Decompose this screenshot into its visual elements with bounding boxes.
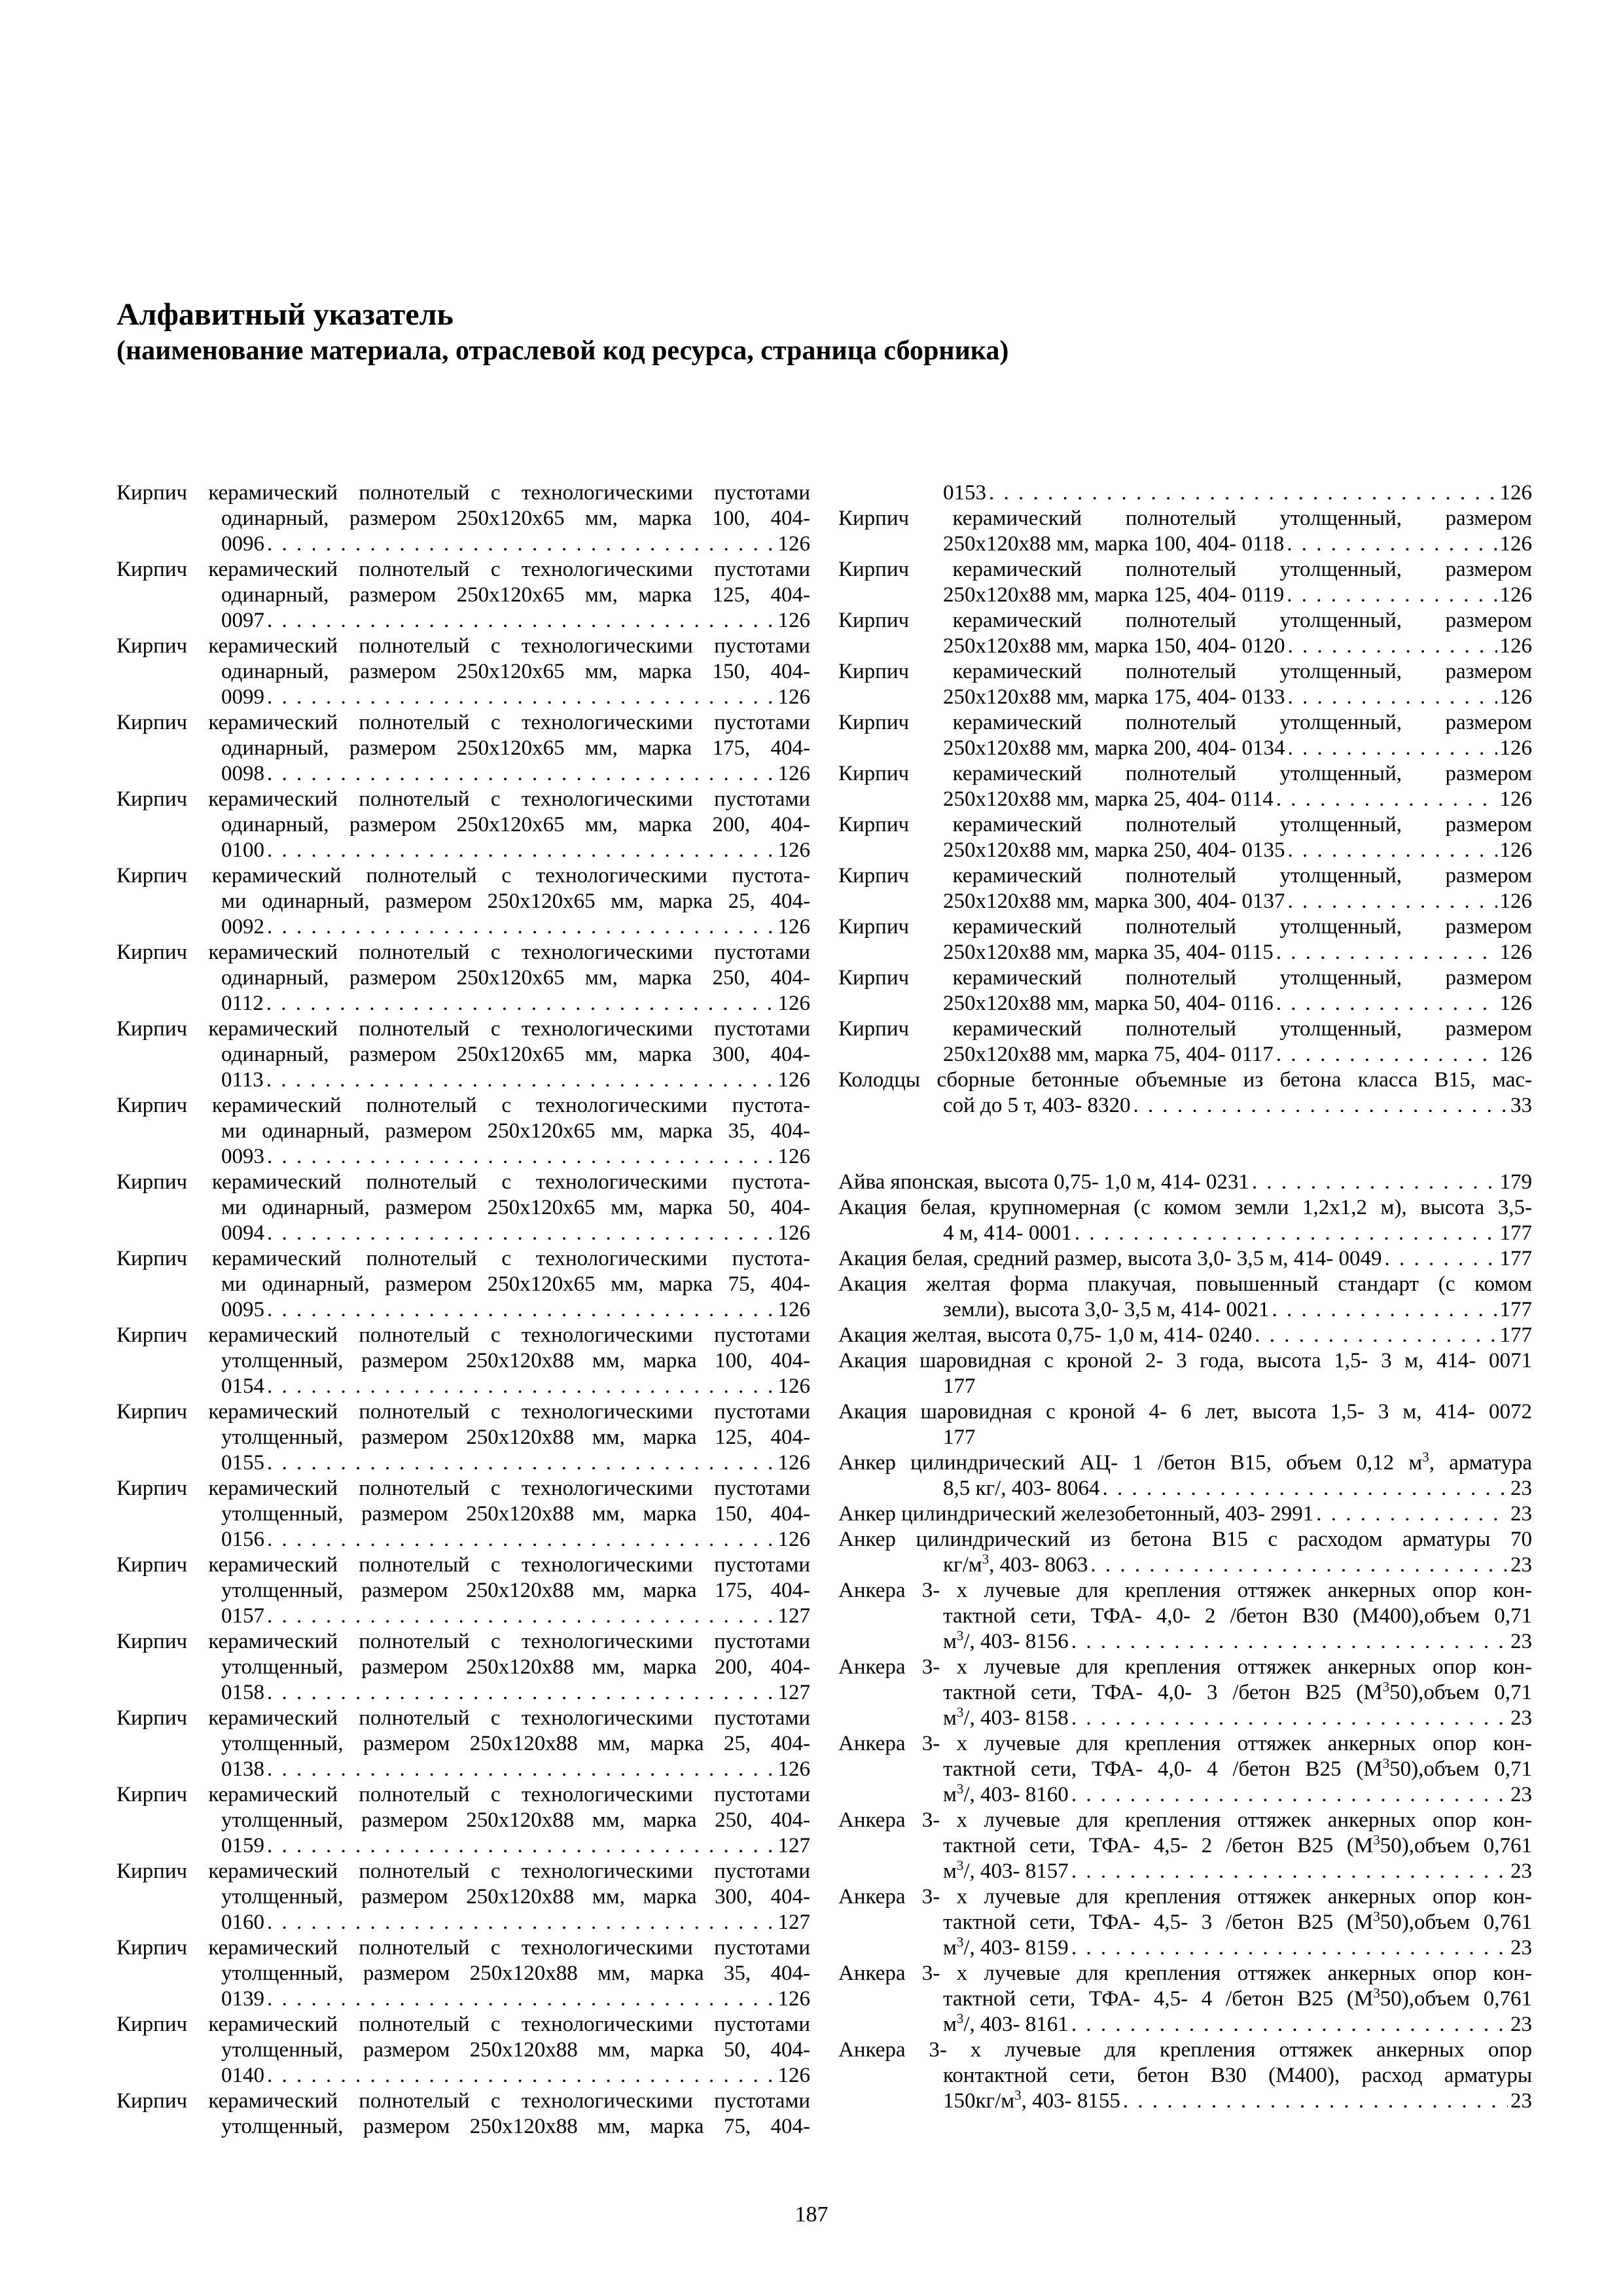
index-entry: Кирпич керамический полнотелый с технологическими пустотами одинарный, размером 250х120х65 мм, марка 200, 404- 0100 . . . 126 bbox=[116, 787, 810, 863]
index-entry: Анкера 3- х лучевые для крепления оттяжек анкерных опор контактной сети, бетон В30 (М400), расход арматуры $150кг/м^3$, 403- 8155 . . . 23 bbox=[838, 2037, 1532, 2114]
index-entry: Анкера 3- х лучевые для крепления оттяжек анкерных опор кон- тактной сети, ТФА- 4,5- 4 /бетон В25 $(М^350),объем$ 0,761 $м^3/$, 403- 8161 . . . 23 bbox=[838, 1961, 1532, 2037]
index-entry: Кирпич керамический полнотелый утолщенный, размером 250х120х88 мм, марка 200, 404- 0134 . . . 126 bbox=[838, 710, 1532, 761]
index-entry: Кирпич керамический полнотелый с технологическими пустотами утолщенный, размером 250х120х88 мм, марка 100, 404- 0154 . . . 126 bbox=[116, 1323, 810, 1399]
index-entry: Кирпич керамический полнотелый утолщенный, размером 250х120х88 мм, марка 25, 404- 0114 . . . 126 bbox=[838, 761, 1532, 812]
index-entry: Кирпич керамический полнотелый с технологическими пустотами одинарный, размером 250х120х65 мм, марка 250, 404- 0112 . . . 126 bbox=[116, 940, 810, 1016]
index-entry: Кирпич керамический полнотелый утолщенный, размером 250х120х88 мм, марка 75, 404- 0117 . . . 126 bbox=[838, 1016, 1532, 1067]
index-entry: Кирпич керамический полнотелый с технологическими пустотами утолщенный, размером 250х120х88 мм, марка 200, 404- 0158 . . . 127 bbox=[116, 1629, 810, 1706]
index-entry: Анкер цилиндрический АЦ- 1 /бетон В15, объем 0,12 $м^3$, арматура 8,5 кг/, 403- 8064 . . . 23 bbox=[838, 1450, 1532, 1501]
index-entry: Акация шаровидная с кроной 2- 3 года, высота 1,5- 3 м, 414- 0071 177 bbox=[838, 1349, 1532, 1398]
index-entry: Кирпич керамический полнотелый утолщенный, размером 250х120х88 мм, марка 300, 404- 0137 . . . 126 bbox=[838, 863, 1532, 914]
index-entry: Кирпич керамический полнотелый с технологическими пустотами одинарный, размером 250х120х65 мм, марка 150, 404- 0099 . . . 126 bbox=[116, 634, 810, 710]
page-number: 187 bbox=[794, 2202, 829, 2227]
index-entry: Кирпич керамический полнотелый с технологическими пустотами утолщенный, размером 250х120х88 мм, марка 25, 404- 0138 . . . 126 bbox=[116, 1706, 810, 1782]
index-entry: Акация белая, крупномерная (с комом земли 1,2х1,2 м), высота 3,5- 4 м, 414- 0001 . . . 177 bbox=[838, 1195, 1532, 1246]
index-entry: Кирпич керамический полнотелый с технологическими пустотами утолщенный, размером 250х120х88 мм, марка 50, 404- 0140 . . . 126 bbox=[116, 2012, 810, 2089]
left-column bbox=[116, 480, 810, 2140]
page-title: Алфавитный указатель bbox=[116, 297, 454, 332]
index-entry: Акация белая, средний размер, высота 3,0- 3,5 м, 414- 0049 . . . 177 bbox=[838, 1246, 1532, 1272]
index-entry: Анкера 3- х лучевые для крепления оттяжек анкерных опор кон- тактной сети, ТФА- 4,0- 3 /бетон В25 $(М^350),объем$ 0,71 $м^3/$, 403- 8158 . . . 23 bbox=[838, 1655, 1532, 1731]
index-entry: Акация шаровидная с кроной 4- 6 лет, высота 1,5- 3 м, 414- 0072 177 bbox=[838, 1400, 1532, 1449]
index-entry: Кирпич керамический полнотелый с технологическими пустотами утолщенный, размером 250х120х88 мм, марка 300, 404- 0160 . . . 127 bbox=[116, 1859, 810, 1935]
index-entry: Кирпич керамический полнотелый с технологическими пустотами одинарный, размером 250х120х65 мм, марка 125, 404- 0097 . . . 126 bbox=[116, 557, 810, 634]
index-entry: Кирпич керамический полнотелый утолщенный, размером 250х120х88 мм, марка 100, 404- 0118 . . . 126 bbox=[838, 506, 1532, 557]
index-heading bbox=[116, 296, 1556, 368]
right-column bbox=[838, 480, 1532, 2114]
index-entry: Кирпич керамический полнотелый с технологическими пустота- ми одинарный, размером 250х120х65 мм, марка 75, 404- 0095 . . . 126 bbox=[116, 1246, 810, 1323]
index-entry: Кирпич керамический полнотелый утолщенный, размером 250х120х88 мм, марка 35, 404- 0115 . . . 126 bbox=[838, 914, 1532, 965]
index-entry: Кирпич керамический полнотелый с технологическими пустота- ми одинарный, размером 250х120х65 мм, марка 50, 404- 0094 . . . 126 bbox=[116, 1170, 810, 1246]
index-entry: Кирпич керамический полнотелый с технологическими пустотами утолщенный, размером 250х120х88 мм, марка 75, 404- bbox=[116, 2089, 810, 2138]
section-gap bbox=[838, 1119, 1532, 1170]
index-entry: Анкера 3- х лучевые для крепления оттяжек анкерных опор кон- тактной сети, ТФА- 4,5- 2 /бетон В25 $(М^350),объем$ 0,761 $м^3/$, 403- 8157 . . . 23 bbox=[838, 1808, 1532, 1884]
index-entry: Кирпич керамический полнотелый с технологическими пустота- ми одинарный, размером 250х120х65 мм, марка 35, 404- 0093 . . . 126 bbox=[116, 1093, 810, 1170]
index-entry: Анкера 3- х лучевые для крепления оттяжек анкерных опор кон- тактной сети, ТФА- 4,5- 3 /бетон В25 $(М^350),объем$ 0,761 $м^3/$, 403- 8159 . . . 23 bbox=[838, 1884, 1532, 1961]
index-entry: Колодцы сборные бетонные объемные из бетона класса В15, мас- сой до 5 т, 403- 8320 . . . 33 bbox=[838, 1067, 1532, 1119]
index-entry: Кирпич керамический полнотелый с технологическими пустотами одинарный, размером 250х120х65 мм, марка 100, 404- 0096 . . . 126 bbox=[116, 480, 810, 557]
index-entry: Кирпич керамический полнотелый утолщенный, размером 250х120х88 мм, марка 175, 404- 0133 . . . 126 bbox=[838, 659, 1532, 710]
index-entry: Кирпич керамический полнотелый утолщенный, размером 250х120х88 мм, марка 50, 404- 0116 . . . 126 bbox=[838, 965, 1532, 1016]
index-entry-continued: 0153 . . . 126 bbox=[838, 480, 1532, 506]
page-subtitle: (наименование материала, отраслевой код ресурса, страница сборника) bbox=[116, 336, 1009, 366]
index-entry: Кирпич керамический полнотелый с технологическими пустотами одинарный, размером 250х120х65 мм, марка 175, 404- 0098 . . . 126 bbox=[116, 710, 810, 787]
index-entry: Кирпич керамический полнотелый утолщенный, размером 250х120х88 мм, марка 125, 404- 0119 . . . 126 bbox=[838, 557, 1532, 608]
index-entry: Кирпич керамический полнотелый с технологическими пустотами утолщенный, размером 250х120х88 мм, марка 250, 404- 0159 . . . 127 bbox=[116, 1782, 810, 1859]
index-entry: Кирпич керамический полнотелый утолщенный, размером 250х120х88 мм, марка 150, 404- 0120 . . . 126 bbox=[838, 608, 1532, 659]
index-entry: Анкер цилиндрический железобетонный, 403- 2991 . . . 23 bbox=[838, 1501, 1532, 1527]
index-entry: Кирпич керамический полнотелый утолщенный, размером 250х120х88 мм, марка 250, 404- 0135 . . . 126 bbox=[838, 812, 1532, 863]
index-entry: Кирпич керамический полнотелый с технологическими пустотами утолщенный, размером 250х120х88 мм, марка 150, 404- 0156 . . . 126 bbox=[116, 1476, 810, 1552]
index-entry: Анкера 3- х лучевые для крепления оттяжек анкерных опор кон- тактной сети, ТФА- 4,0- 4 /бетон В25 $(М^350),объем$ 0,71 $м^3/$, 403- 8160 . . . 23 bbox=[838, 1731, 1532, 1808]
index-entry: Анкер цилиндрический из бетона В15 с расходом арматуры 70 $кг/м^3$, 403- 8063 . . . 23 bbox=[838, 1527, 1532, 1578]
index-entry: Акация желтая, высота 0,75- 1,0 м, 414- 0240 . . . 177 bbox=[838, 1323, 1532, 1348]
index-entry: Кирпич керамический полнотелый с технологическими пустотами утолщенный, размером 250х120х88 мм, марка 175, 404- 0157 . . . 127 bbox=[116, 1552, 810, 1629]
index-entry: Кирпич керамический полнотелый с технологическими пустота- ми одинарный, размером 250х120х65 мм, марка 25, 404- 0092 . . . 126 bbox=[116, 863, 810, 940]
index-entry: Анкера 3- х лучевые для крепления оттяжек анкерных опор кон- тактной сети, ТФА- 4,0- 2 /бетон В30 (М400),объем 0,71 $м^3/$, 403- 8156 . . . 23 bbox=[838, 1578, 1532, 1655]
index-entry: Кирпич керамический полнотелый с технологическими пустотами утолщенный, размером 250х120х88 мм, марка 35, 404- 0139 . . . 126 bbox=[116, 1935, 810, 2012]
index-entry: Айва японская, высота 0,75- 1,0 м, 414- 0231 . . . 179 bbox=[838, 1170, 1532, 1195]
index-entry: Акация желтая форма плакучая, повышенный стандарт (с комом земли), высота 3,0- 3,5 м, 414- 0021 . . . 177 bbox=[838, 1272, 1532, 1323]
index-entry: Кирпич керамический полнотелый с технологическими пустотами одинарный, размером 250х120х65 мм, марка 300, 404- 0113 . . . 126 bbox=[116, 1016, 810, 1093]
index-entry: Кирпич керамический полнотелый с технологическими пустотами утолщенный, размером 250х120х88 мм, марка 125, 404- 0155 . . . 126 bbox=[116, 1399, 810, 1476]
